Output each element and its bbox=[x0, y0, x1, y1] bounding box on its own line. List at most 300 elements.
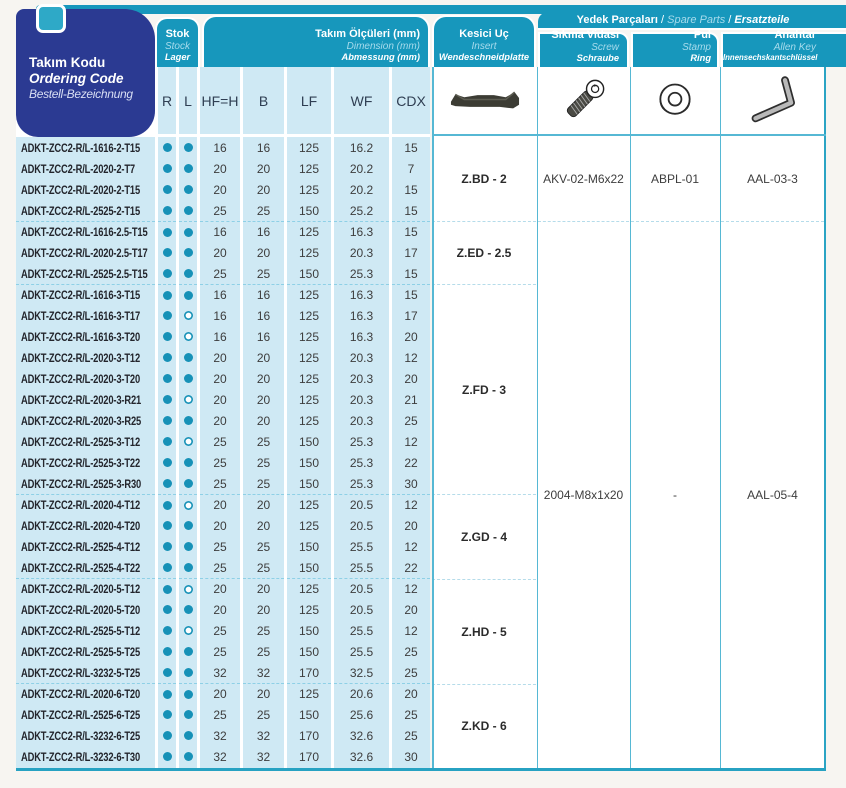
dimension-value-cell: 20 bbox=[256, 371, 271, 386]
ordering-code-cell bbox=[16, 473, 155, 494]
dimension-value-cell: 25.6 bbox=[349, 707, 374, 722]
ordering-code-cell bbox=[16, 221, 155, 242]
dimension-value-cell: 22 bbox=[404, 455, 418, 470]
dimension-value-cell: 125 bbox=[298, 518, 320, 533]
insert-group-cell: Z.FD - 3 bbox=[432, 284, 536, 494]
stock-dot-cell bbox=[179, 599, 197, 620]
screw-label-de: Schraube bbox=[576, 52, 619, 63]
ordering-code-cell bbox=[16, 284, 155, 305]
dimension-value-cell: 20.3 bbox=[349, 392, 374, 407]
insert-label-en: Insert bbox=[471, 40, 497, 52]
dimension-value-cell: 20 bbox=[243, 578, 284, 599]
table-bottom-border bbox=[16, 768, 826, 771]
ordering-code-text: ADKT-ZCC2-R/L-2020-2.5-T17 bbox=[21, 245, 148, 260]
ring-label-de: Ring bbox=[690, 52, 711, 63]
stock-l-dot-open bbox=[184, 437, 193, 446]
ordering-code-cell bbox=[16, 662, 155, 683]
dimension-value-cell: 25.2 bbox=[349, 203, 374, 218]
stock-dot-cell bbox=[158, 725, 176, 746]
dimension-value-cell: 12 bbox=[392, 578, 430, 599]
stock-dot-cell bbox=[158, 746, 176, 767]
column-divider bbox=[720, 67, 722, 768]
stock-dot-cell bbox=[179, 305, 197, 326]
ring-label-tr: Pul bbox=[693, 29, 711, 41]
ordering-code-text: ADKT-ZCC2-R/L-2525-3-T22 bbox=[21, 455, 140, 470]
stock-r-dot-filled bbox=[163, 690, 172, 699]
ordering-code-cell bbox=[16, 515, 155, 536]
dimensions-label-tr: Takım Ölçüleri (mm) bbox=[315, 28, 420, 40]
ordering-code-text: ADKT-ZCC2-R/L-2525-3-R30 bbox=[21, 476, 142, 491]
dimension-value-cell: 20 bbox=[392, 683, 430, 704]
subheader-cell: WF bbox=[334, 67, 389, 134]
stock-l-dot-open bbox=[184, 626, 193, 635]
stock-dot-cell bbox=[158, 620, 176, 641]
ordering-code-text: ADKT-ZCC2-R/L-1616-2.5-T15 bbox=[21, 225, 148, 240]
dimension-value-cell: 20.5 bbox=[334, 578, 389, 599]
dimension-value-cell: 20 bbox=[404, 602, 418, 617]
dimension-value-cell: 20 bbox=[243, 683, 284, 704]
dimensions-label-de: Abmessung (mm) bbox=[341, 51, 420, 62]
ordering-code-title-de: Bestell-Bezeichnung bbox=[29, 87, 133, 101]
stock-dot-cell bbox=[158, 704, 176, 725]
ring-value-cell: ABPL-01 bbox=[650, 172, 700, 187]
dimension-value-cell: 20 bbox=[404, 329, 418, 344]
stock-dot-cell bbox=[158, 347, 176, 368]
banner-separator: / bbox=[657, 14, 668, 26]
spare-parts-banner bbox=[538, 12, 846, 30]
stock-r-dot-filled bbox=[163, 416, 172, 425]
stock-l-dot-filled bbox=[184, 458, 193, 467]
dimension-value-cell: 20 bbox=[200, 578, 240, 599]
allen-key-label-tr: Anahtar bbox=[774, 29, 816, 41]
dimension-value-cell: 32.6 bbox=[349, 728, 374, 743]
stock-dot-cell bbox=[179, 137, 197, 158]
ordering-code-text: ADKT-ZCC2-R/L-3232-5-T25 bbox=[21, 665, 140, 680]
dimension-value-cell: 20 bbox=[256, 245, 271, 260]
ordering-code-cell bbox=[16, 620, 155, 641]
stock-dot-cell bbox=[179, 158, 197, 179]
dimension-value-cell: 25.3 bbox=[349, 476, 374, 491]
stock-dot-cell bbox=[158, 662, 176, 683]
stock-r-dot-filled bbox=[163, 563, 172, 572]
insert-group-cell: Z.HD - 5 bbox=[432, 579, 536, 684]
dimension-value-cell: 16.2 bbox=[349, 140, 374, 155]
stock-l-dot-filled bbox=[184, 710, 193, 719]
allen-key-icon-cell bbox=[721, 67, 822, 134]
banner-label-de: Ersatzteile bbox=[734, 14, 790, 26]
dimension-value-cell: 15 bbox=[392, 284, 430, 305]
dimension-value-cell: 20 bbox=[213, 182, 227, 197]
spare-parts-area bbox=[432, 67, 826, 768]
stock-dot-cell bbox=[179, 683, 197, 704]
dimension-value-cell: 20 bbox=[256, 182, 271, 197]
stock-dot-cell bbox=[179, 242, 197, 263]
dimension-value-cell: 20 bbox=[213, 245, 227, 260]
insert-group-cell: Z.ED - 2.5 bbox=[432, 221, 536, 284]
allen-key-label-de: Innensechskantschlüssel bbox=[723, 52, 818, 62]
subheader-cell: R bbox=[158, 67, 176, 134]
stock-r-dot-filled bbox=[163, 269, 172, 278]
stock-r-dot-filled bbox=[163, 332, 172, 341]
ordering-code-cell bbox=[16, 389, 155, 410]
dimension-value-cell: 25 bbox=[404, 644, 418, 659]
dimension-value-cell: 125 bbox=[287, 494, 331, 515]
stock-r-dot-filled bbox=[163, 248, 172, 257]
table-column-lf bbox=[287, 137, 331, 768]
stock-r-dot-filled bbox=[163, 143, 172, 152]
stock-l-dot-filled bbox=[184, 269, 193, 278]
dimension-value-cell: 25 bbox=[404, 413, 418, 428]
stock-r-dot-filled bbox=[163, 626, 172, 635]
stock-r-dot-filled bbox=[163, 353, 172, 362]
screw-column bbox=[538, 137, 629, 768]
dimensions-header-tab bbox=[202, 15, 430, 67]
ordering-code-cell bbox=[16, 599, 155, 620]
ring-value-cell: - bbox=[631, 221, 719, 768]
stock-dot-cell bbox=[158, 683, 176, 704]
dimension-value-cell: 170 bbox=[298, 665, 320, 680]
stock-dot-cell bbox=[179, 326, 197, 347]
dimension-value-cell: 25 bbox=[213, 539, 227, 554]
stock-r-dot-filled bbox=[163, 710, 172, 719]
dimension-value-cell: 17 bbox=[404, 308, 418, 323]
stock-label-de: Lager bbox=[164, 51, 191, 62]
stock-r-dot-filled bbox=[163, 479, 172, 488]
ordering-code-text: ADKT-ZCC2-R/L-2020-3-T12 bbox=[21, 350, 140, 365]
stock-l-dot-filled bbox=[184, 479, 193, 488]
dimension-value-cell: 15 bbox=[404, 140, 418, 155]
dimension-value-cell: 125 bbox=[298, 602, 320, 617]
stock-dot-cell bbox=[179, 284, 197, 305]
ordering-code-cell bbox=[16, 368, 155, 389]
ordering-code-cell bbox=[16, 746, 155, 767]
screw-icon bbox=[556, 74, 610, 128]
ordering-code-cell bbox=[16, 410, 155, 431]
dimension-value-cell: 16 bbox=[200, 221, 240, 242]
dimension-value-cell: 25 bbox=[256, 539, 271, 554]
stock-l-dot-filled bbox=[184, 563, 193, 572]
ordering-code-cell bbox=[16, 452, 155, 473]
dimension-value-cell: 32 bbox=[213, 728, 227, 743]
dimension-value-cell: 20 bbox=[256, 161, 271, 176]
dimension-value-cell: 150 bbox=[298, 434, 320, 449]
dimension-value-cell: 20.2 bbox=[349, 182, 374, 197]
dimension-value-cell: 15 bbox=[404, 203, 418, 218]
subheader-cell: B bbox=[243, 67, 284, 134]
ordering-code-cell bbox=[16, 557, 155, 578]
stock-dot-cell bbox=[158, 158, 176, 179]
dimension-value-cell: 25 bbox=[256, 560, 271, 575]
stock-r-dot-filled bbox=[163, 458, 172, 467]
ordering-code-text: ADKT-ZCC2-R/L-3232-6-T30 bbox=[21, 749, 140, 764]
insert-icon bbox=[448, 85, 522, 117]
dimension-value-cell: 20 bbox=[256, 518, 271, 533]
dimension-value-cell: 25.5 bbox=[349, 560, 374, 575]
stock-r-dot-filled bbox=[163, 395, 172, 404]
ordering-code-text: ADKT-ZCC2-R/L-2020-5-T20 bbox=[21, 602, 140, 617]
stock-header-tab bbox=[155, 17, 200, 67]
stock-r-dot-filled bbox=[163, 585, 172, 594]
dimension-value-cell: 20 bbox=[404, 371, 418, 386]
dimension-value-cell: 125 bbox=[298, 329, 320, 344]
column-divider bbox=[630, 67, 632, 768]
insert-header-tab bbox=[432, 15, 536, 67]
dimension-value-cell: 7 bbox=[407, 161, 415, 176]
table-column-r bbox=[158, 137, 176, 768]
dimension-value-cell: 15 bbox=[404, 266, 418, 281]
allen_key-value-cell: AAL-05-4 bbox=[721, 221, 824, 768]
dimension-value-cell: 16.3 bbox=[334, 221, 389, 242]
stock-l-dot-filled bbox=[184, 185, 193, 194]
stock-dot-cell bbox=[158, 473, 176, 494]
stock-dot-cell bbox=[179, 515, 197, 536]
stock-l-dot-filled bbox=[184, 353, 193, 362]
insert-group-cell: Z.KD - 6 bbox=[432, 684, 536, 768]
dimension-value-cell: 125 bbox=[287, 683, 331, 704]
ordering-code-cell bbox=[16, 137, 155, 158]
dimension-value-cell: 25.3 bbox=[349, 434, 374, 449]
stock-dot-cell bbox=[179, 221, 197, 242]
dimension-value-cell: 25 bbox=[213, 434, 227, 449]
dimensions-label-en: Dimension (mm) bbox=[346, 40, 420, 52]
dimension-value-cell: 25.3 bbox=[349, 455, 374, 470]
stock-r-dot-filled bbox=[163, 374, 172, 383]
table-right-border bbox=[824, 67, 827, 768]
dimension-value-cell: 30 bbox=[404, 749, 418, 764]
ring-column bbox=[631, 137, 719, 768]
dimension-value-cell: 12 bbox=[404, 350, 418, 365]
stock-dot-cell bbox=[179, 578, 197, 599]
dimension-value-cell: 20 bbox=[213, 350, 227, 365]
stock-r-dot-filled bbox=[163, 437, 172, 446]
dimension-value-cell: 16 bbox=[256, 308, 271, 323]
dimension-value-cell: 20 bbox=[256, 350, 271, 365]
ordering-code-cell bbox=[16, 431, 155, 452]
stock-r-dot-filled bbox=[163, 311, 172, 320]
ordering-code-text: ADKT-ZCC2-R/L-1616-2-T15 bbox=[21, 140, 140, 155]
ordering-code-cell bbox=[16, 305, 155, 326]
stock-dot-cell bbox=[179, 620, 197, 641]
dimension-value-cell: 25 bbox=[213, 707, 227, 722]
dimension-value-cell: 16 bbox=[213, 140, 227, 155]
dimension-value-cell: 20 bbox=[213, 602, 227, 617]
stock-r-dot-filled bbox=[163, 542, 172, 551]
dimension-value-cell: 25 bbox=[256, 623, 271, 638]
dimension-value-cell: 25 bbox=[256, 707, 271, 722]
stock-dot-cell bbox=[179, 746, 197, 767]
ordering-code-cell bbox=[16, 200, 155, 221]
left-table-area bbox=[16, 67, 430, 768]
ordering-code-text: ADKT-ZCC2-R/L-2525-6-T25 bbox=[21, 707, 140, 722]
stock-l-dot-filled bbox=[184, 647, 193, 656]
dimension-value-cell: 170 bbox=[298, 749, 320, 764]
ordering-code-cell bbox=[16, 536, 155, 557]
stock-l-dot-filled bbox=[184, 291, 193, 300]
stock-dot-cell bbox=[158, 452, 176, 473]
banner-label-tr: Yedek Parçaları bbox=[576, 14, 658, 26]
ordering-code-text: ADKT-ZCC2-R/L-2525-4-T12 bbox=[21, 539, 140, 554]
stock-dot-cell bbox=[158, 242, 176, 263]
dimension-value-cell: 25 bbox=[213, 644, 227, 659]
stock-l-dot-filled bbox=[184, 374, 193, 383]
ordering-code-text: ADKT-ZCC2-R/L-2020-3-R21 bbox=[21, 392, 142, 407]
stock-dot-cell bbox=[179, 200, 197, 221]
dimension-value-cell: 150 bbox=[298, 623, 320, 638]
insert-icon-cell bbox=[434, 67, 535, 134]
subheader-cell: L bbox=[179, 67, 197, 134]
stock-dot-cell bbox=[179, 725, 197, 746]
stock-l-dot-filled bbox=[184, 521, 193, 530]
ordering-code-text: ADKT-ZCC2-R/L-2525-2-T15 bbox=[21, 203, 140, 218]
dimension-value-cell: 30 bbox=[404, 476, 418, 491]
stock-dot-cell bbox=[158, 536, 176, 557]
banner-separator: / bbox=[725, 14, 735, 26]
subheader-cell: HF=H bbox=[200, 67, 240, 134]
ordering-code-text: ADKT-ZCC2-R/L-2525-2.5-T15 bbox=[21, 266, 148, 281]
dimension-value-cell: 25 bbox=[256, 455, 271, 470]
dimension-value-cell: 150 bbox=[298, 707, 320, 722]
dimension-value-cell: 25.3 bbox=[349, 266, 374, 281]
washer-icon-cell bbox=[631, 67, 718, 134]
insert-label-de: Wendeschneidplatte bbox=[438, 51, 530, 62]
dimension-value-cell: 150 bbox=[298, 476, 320, 491]
ordering-code-text: ADKT-ZCC2-R/L-2020-3-T20 bbox=[21, 371, 140, 386]
dimension-value-cell: 20.6 bbox=[334, 683, 389, 704]
dimension-value-cell: 25 bbox=[256, 434, 271, 449]
ordering-code-text: ADKT-ZCC2-R/L-1616-3-T15 bbox=[21, 288, 140, 303]
dimension-value-cell: 20.3 bbox=[349, 371, 374, 386]
dimension-value-cell: 20 bbox=[213, 371, 227, 386]
ordering-code-text: ADKT-ZCC2-R/L-2525-4-T22 bbox=[21, 560, 140, 575]
stock-r-dot-filled bbox=[163, 501, 172, 510]
screw-icon-cell bbox=[538, 67, 628, 134]
dimension-value-cell: 125 bbox=[298, 392, 320, 407]
dimension-value-cell: 16.3 bbox=[349, 329, 374, 344]
dimension-value-cell: 170 bbox=[298, 728, 320, 743]
ordering-code-text: ADKT-ZCC2-R/L-2020-6-T20 bbox=[21, 687, 140, 702]
screw-header-tab bbox=[538, 29, 629, 67]
ordering-code-text: ADKT-ZCC2-R/L-1616-3-T17 bbox=[21, 308, 140, 323]
dimension-value-cell: 20 bbox=[200, 683, 240, 704]
dimension-value-cell: 20.3 bbox=[349, 413, 374, 428]
dimension-value-cell: 125 bbox=[298, 371, 320, 386]
washer-icon bbox=[653, 79, 697, 123]
table-column-b bbox=[243, 137, 284, 768]
stock-dot-cell bbox=[179, 473, 197, 494]
screw-value-cell: AKV-02-M6x22 bbox=[543, 172, 624, 187]
table-column-code bbox=[16, 137, 155, 768]
ordering-code-text: ADKT-ZCC2-R/L-2020-4-T20 bbox=[21, 518, 140, 533]
dimension-value-cell: 16 bbox=[213, 329, 227, 344]
stock-dot-cell bbox=[158, 641, 176, 662]
stock-dot-cell bbox=[158, 326, 176, 347]
dimension-value-cell: 12 bbox=[404, 434, 418, 449]
ordering-code-text: ADKT-ZCC2-R/L-1616-3-T20 bbox=[21, 329, 140, 344]
screw-label-en: Screw bbox=[591, 41, 619, 53]
stock-label-tr: Stok bbox=[165, 28, 190, 40]
dimension-value-cell: 25 bbox=[213, 455, 227, 470]
stock-dot-cell bbox=[179, 641, 197, 662]
stock-dot-cell bbox=[179, 536, 197, 557]
stock-r-dot-filled bbox=[163, 206, 172, 215]
dimension-value-cell: 125 bbox=[298, 140, 320, 155]
dimension-value-cell: 150 bbox=[298, 539, 320, 554]
dimension-value-cell: 125 bbox=[287, 578, 331, 599]
stock-dot-cell bbox=[179, 389, 197, 410]
dimension-value-cell: 150 bbox=[298, 560, 320, 575]
ordering-code-text: ADKT-ZCC2-R/L-2525-5-T25 bbox=[21, 644, 140, 659]
table-column-l bbox=[179, 137, 197, 768]
stock-l-dot-filled bbox=[184, 416, 193, 425]
dimension-value-cell: 25 bbox=[404, 707, 418, 722]
dimension-value-cell: 12 bbox=[404, 623, 418, 638]
stock-dot-cell bbox=[158, 557, 176, 578]
ordering-code-title-en: Ordering Code bbox=[29, 71, 124, 86]
table-column-hf bbox=[200, 137, 240, 768]
stock-r-dot-filled bbox=[163, 521, 172, 530]
ordering-code-text: ADKT-ZCC2-R/L-2525-5-T12 bbox=[21, 623, 140, 638]
dimension-value-cell: 125 bbox=[298, 413, 320, 428]
stock-l-dot-filled bbox=[184, 248, 193, 257]
ordering-code-text: ADKT-ZCC2-R/L-2020-5-T12 bbox=[21, 582, 140, 597]
stock-dot-cell bbox=[179, 662, 197, 683]
dimension-value-cell: 21 bbox=[404, 392, 418, 407]
ring-header-tab bbox=[631, 29, 719, 67]
dimension-value-cell: 16 bbox=[200, 284, 240, 305]
stock-l-dot-open bbox=[184, 332, 193, 341]
dimension-value-cell: 25 bbox=[256, 476, 271, 491]
dimension-value-cell: 20 bbox=[200, 494, 240, 515]
stock-r-dot-filled bbox=[163, 185, 172, 194]
dimension-value-cell: 20 bbox=[243, 494, 284, 515]
ordering-code-cell bbox=[16, 158, 155, 179]
dimension-value-cell: 17 bbox=[404, 245, 418, 260]
stock-l-dot-filled bbox=[184, 143, 193, 152]
column-divider bbox=[432, 67, 434, 768]
dimension-value-cell: 32.5 bbox=[349, 665, 374, 680]
dimension-value-cell: 125 bbox=[298, 308, 320, 323]
stock-dot-cell bbox=[158, 368, 176, 389]
ordering-code-cell bbox=[16, 683, 155, 704]
stock-dot-cell bbox=[179, 410, 197, 431]
stock-r-dot-filled bbox=[163, 647, 172, 656]
ordering-code-text: ADKT-ZCC2-R/L-2020-4-T12 bbox=[21, 498, 140, 513]
stock-dot-cell bbox=[179, 431, 197, 452]
ordering-code-text: ADKT-ZCC2-R/L-2525-3-T12 bbox=[21, 434, 140, 449]
ordering-code-cell bbox=[16, 725, 155, 746]
dimension-value-cell: 25 bbox=[404, 728, 418, 743]
dimension-value-cell: 150 bbox=[298, 266, 320, 281]
dimension-value-cell: 32 bbox=[213, 665, 227, 680]
ordering-code-cell bbox=[16, 641, 155, 662]
dimension-value-cell: 20 bbox=[213, 518, 227, 533]
ordering-code-cell bbox=[16, 179, 155, 200]
dimension-value-cell: 32 bbox=[256, 749, 271, 764]
stock-dot-cell bbox=[158, 431, 176, 452]
stock-dot-cell bbox=[158, 263, 176, 284]
stock-r-dot-filled bbox=[163, 668, 172, 677]
stock-dot-cell bbox=[179, 704, 197, 725]
ordering-code-cell bbox=[16, 704, 155, 725]
stock-r-dot-filled bbox=[163, 731, 172, 740]
stock-dot-cell bbox=[158, 494, 176, 515]
dimension-value-cell: 25.5 bbox=[349, 623, 374, 638]
dimension-value-cell: 125 bbox=[298, 182, 320, 197]
stock-dot-cell bbox=[179, 557, 197, 578]
subheader-cell: CDX bbox=[392, 67, 430, 134]
insert-label-tr: Kesici Uç bbox=[459, 28, 509, 40]
dimension-value-cell: 20.5 bbox=[334, 494, 389, 515]
